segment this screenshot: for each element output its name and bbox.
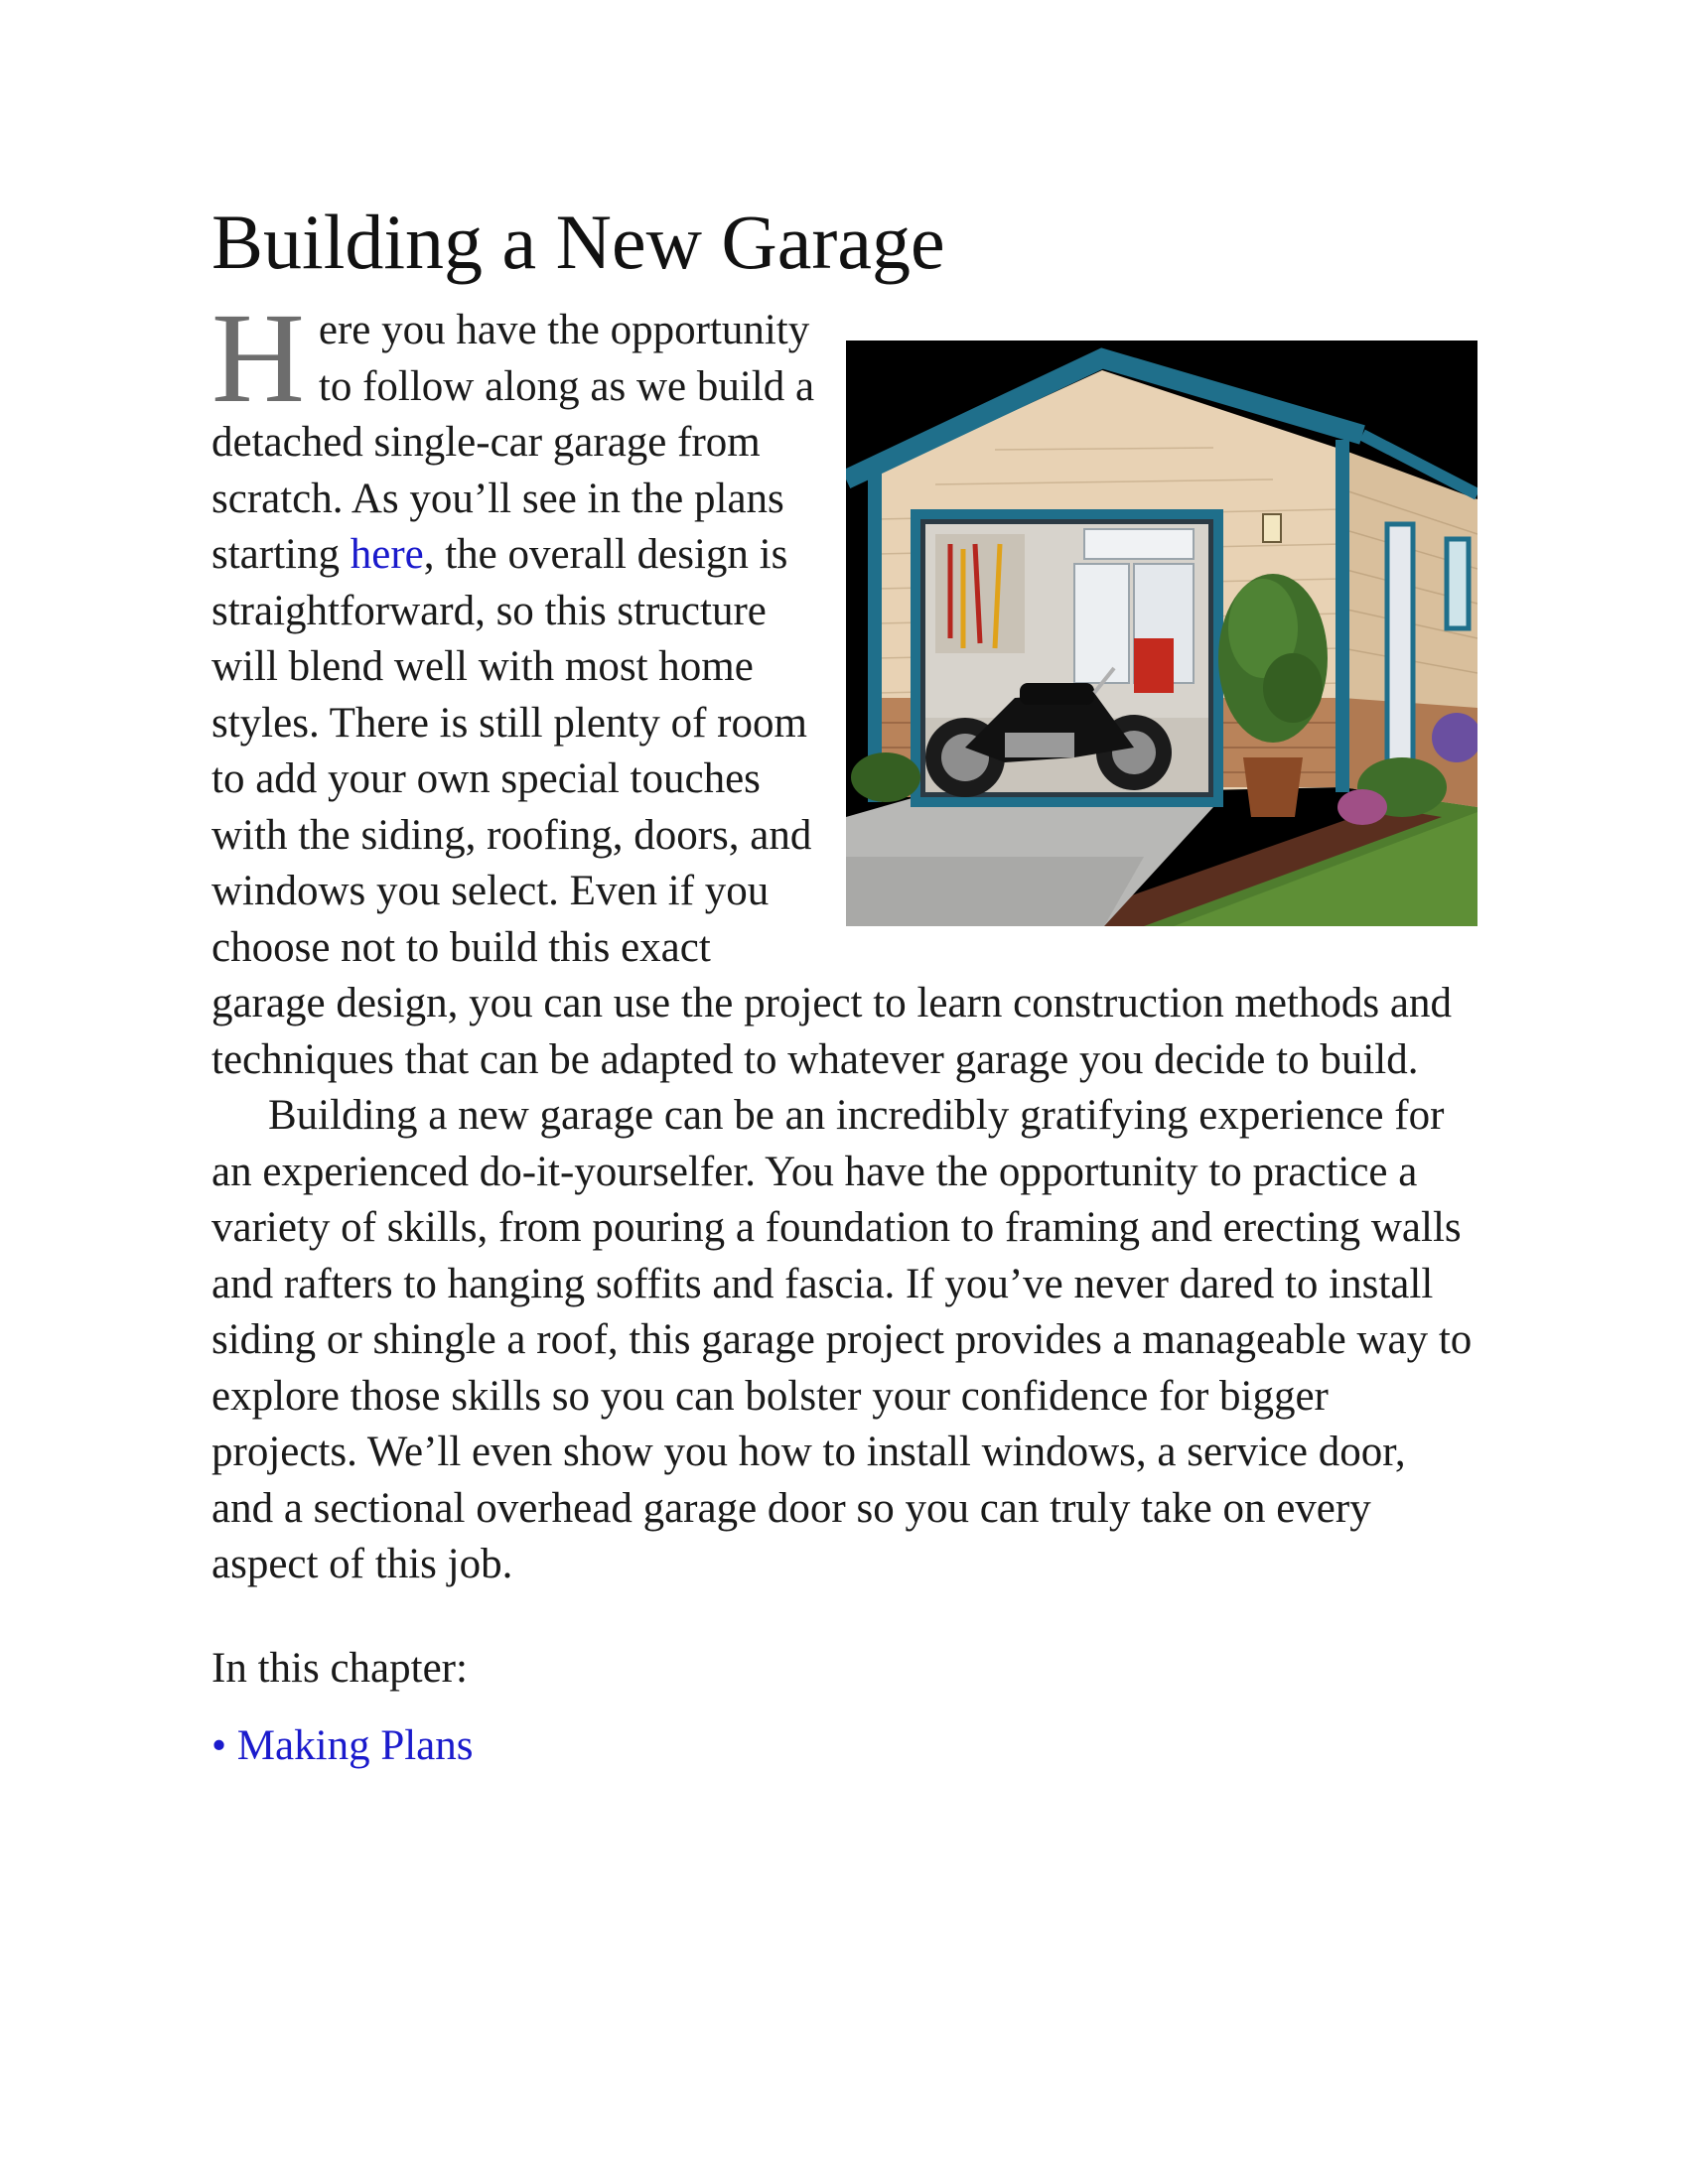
garage-photo: [846, 341, 1477, 926]
second-paragraph: Building a new garage can be an incredibly gratifying experience for an experienced do-it-yourselfer. You have the opportunity to practice a variety of skills, from pouring a foundation to framing and erecting walls and rafters to hanging soffits and fascia. If you’ve never dared to install siding or shingle a roof, this garage project provides a manageable way to explore those skills so you can bolster your confidence for bigger projects. We’ll even show you how to install windows, a service door, and a sectional overhead garage door so you can truly take on every aspect of this job.: [211, 1092, 1473, 1587]
intro-text-start: ere you have the opportunity to follow along as we build a detached single-car garage from scratch. As you’ll see in the plans starting: [211, 307, 815, 578]
plans-link[interactable]: here: [350, 531, 424, 578]
chapter-heading: In this chapter:: [211, 1644, 468, 1692]
document-page: [211, 199, 1477, 1774]
intro-text-end: , the overall design is straightforward, so this structure will blend well with most home styles. There is still plenty of room to add your own special touches with the siding, roofing, doors, and windows you select. Even if you choose not to build this exact garage design, you can use the project to learn construction methods and techniques that can be adapted to whatever garage you decide to build.: [211, 531, 1452, 1083]
page-title: Building a New Garage: [211, 199, 945, 285]
garage-illustration: [846, 341, 1477, 926]
drop-cap: H: [211, 287, 305, 430]
chapter-link-making-plans[interactable]: • Making Plans: [211, 1721, 474, 1769]
